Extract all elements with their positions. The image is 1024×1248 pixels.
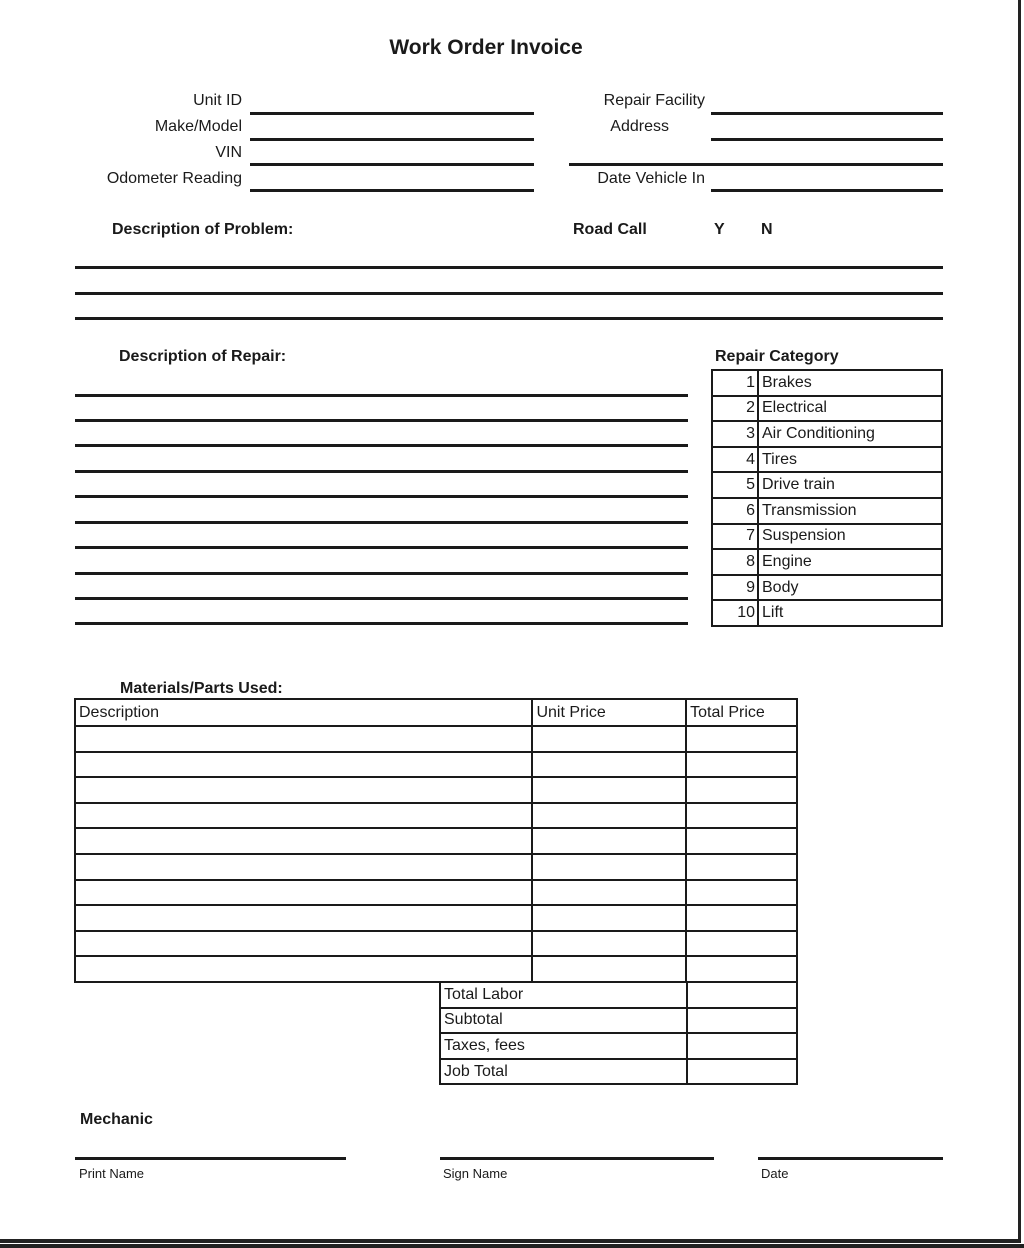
materials-row[interactable] — [75, 828, 797, 854]
materials-row[interactable] — [75, 752, 797, 778]
repair-category-row[interactable] — [712, 524, 942, 550]
vin-field[interactable] — [250, 163, 534, 166]
repair-category-name: Body — [758, 575, 942, 601]
repair-line[interactable] — [75, 622, 688, 625]
repair-category-name: Drive train — [758, 472, 942, 498]
repair-category-number: 7 — [712, 524, 758, 550]
materials-row[interactable] — [75, 854, 797, 880]
problem-label: Description of Problem: — [112, 221, 294, 238]
repair-category-name: Suspension — [758, 524, 942, 550]
repair-facility-label: Repair Facility — [603, 92, 705, 109]
date-caption: Date — [761, 1166, 789, 1181]
bottom-bar — [0, 1244, 1024, 1248]
total-price-cell[interactable] — [686, 752, 797, 778]
repair-category-number: 10 — [712, 600, 758, 626]
totals-row — [440, 982, 797, 1008]
unit-id-field[interactable] — [250, 112, 534, 115]
unit-price-cell[interactable] — [532, 803, 686, 829]
totals-row — [440, 1008, 797, 1034]
page-title: Work Order Invoice — [389, 36, 583, 59]
repair-category-row[interactable] — [712, 370, 942, 396]
materials-header-row — [75, 699, 797, 726]
description-cell[interactable] — [75, 777, 532, 803]
totals-label: Total Labor — [440, 982, 687, 1008]
description-cell[interactable] — [75, 931, 532, 957]
description-cell[interactable] — [75, 726, 532, 752]
totals-value-cell[interactable] — [687, 982, 797, 1008]
repair-category-name: Electrical — [758, 396, 942, 422]
road-call-yes[interactable]: Y — [714, 221, 725, 238]
vin-label: VIN — [215, 144, 242, 161]
repair-category-name: Lift — [758, 600, 942, 626]
repair-line[interactable] — [75, 546, 688, 549]
problem-line-1[interactable] — [75, 266, 943, 269]
print-name-line[interactable] — [75, 1157, 346, 1160]
repair-category-number: 9 — [712, 575, 758, 601]
repair-category-row[interactable] — [712, 472, 942, 498]
materials-label: Materials/Parts Used: — [120, 680, 283, 697]
unit-price-cell[interactable] — [532, 931, 686, 957]
address-field-line-2[interactable] — [569, 163, 943, 166]
repair-category-row[interactable] — [712, 396, 942, 422]
repair-line[interactable] — [75, 521, 688, 524]
totals-label: Job Total — [440, 1059, 687, 1085]
materials-row[interactable] — [75, 726, 797, 752]
unit-price-cell[interactable] — [532, 854, 686, 880]
repair-category-row[interactable] — [712, 549, 942, 575]
print-name-caption: Print Name — [79, 1166, 145, 1181]
repair-category-title: Repair Category — [715, 348, 839, 365]
road-call-no[interactable]: N — [761, 221, 773, 238]
problem-line-2[interactable] — [75, 292, 943, 295]
repair-category-table — [711, 369, 943, 627]
header-unit-price: Unit Price — [532, 699, 686, 726]
address-label: Address — [610, 118, 669, 135]
odometer-field[interactable] — [250, 189, 534, 192]
make-model-field[interactable] — [250, 138, 534, 141]
repair-category-number: 1 — [712, 370, 758, 396]
address-field[interactable] — [711, 138, 943, 141]
totals-label: Subtotal — [440, 1008, 687, 1034]
odometer-label: Odometer Reading — [106, 170, 242, 187]
totals-row — [440, 1033, 797, 1059]
date-in-label: Date Vehicle In — [597, 170, 705, 187]
total-price-cell[interactable] — [686, 880, 797, 906]
description-cell[interactable] — [75, 803, 532, 829]
total-price-cell[interactable] — [686, 905, 797, 931]
total-price-cell[interactable] — [686, 956, 797, 982]
materials-row[interactable] — [75, 956, 797, 982]
repair-line[interactable] — [75, 495, 688, 498]
repair-line[interactable] — [75, 572, 688, 575]
header-total-price: Total Price — [686, 699, 797, 726]
problem-line-3[interactable] — [75, 317, 943, 320]
repair-line[interactable] — [75, 444, 688, 447]
date-in-field[interactable] — [711, 189, 943, 192]
total-price-cell[interactable] — [686, 854, 797, 880]
repair-category-number: 2 — [712, 396, 758, 422]
repair-category-row[interactable] — [712, 575, 942, 601]
total-price-cell[interactable] — [686, 726, 797, 752]
materials-row[interactable] — [75, 880, 797, 906]
date-line[interactable] — [758, 1157, 943, 1160]
repair-facility-field[interactable] — [711, 112, 943, 115]
unit-id-label: Unit ID — [193, 92, 242, 109]
repair-category-name: Air Conditioning — [758, 421, 942, 447]
repair-category-name: Engine — [758, 549, 942, 575]
repair-category-row[interactable] — [712, 600, 942, 626]
totals-table — [439, 981, 798, 1085]
description-cell[interactable] — [75, 905, 532, 931]
repair-line[interactable] — [75, 597, 688, 600]
unit-price-cell[interactable] — [532, 726, 686, 752]
header-description: Description — [75, 699, 532, 726]
repair-category-number: 8 — [712, 549, 758, 575]
sign-name-line[interactable] — [440, 1157, 714, 1160]
repair-category-row[interactable] — [712, 421, 942, 447]
unit-price-cell[interactable] — [532, 880, 686, 906]
sign-name-caption: Sign Name — [443, 1166, 508, 1181]
repair-label: Description of Repair: — [119, 348, 287, 365]
unit-price-cell[interactable] — [532, 752, 686, 778]
totals-value-cell[interactable] — [687, 1008, 797, 1034]
materials-row[interactable] — [75, 803, 797, 829]
make-model-label: Make/Model — [154, 118, 242, 135]
unit-price-cell[interactable] — [532, 905, 686, 931]
totals-value-cell[interactable] — [687, 1059, 797, 1085]
repair-category-row[interactable] — [712, 498, 942, 524]
materials-table — [74, 698, 798, 983]
description-cell[interactable] — [75, 752, 532, 778]
description-cell[interactable] — [75, 880, 532, 906]
unit-price-cell[interactable] — [532, 956, 686, 982]
repair-category-name: Transmission — [758, 498, 942, 524]
total-price-cell[interactable] — [686, 828, 797, 854]
repair-category-number: 5 — [712, 472, 758, 498]
materials-row[interactable] — [75, 777, 797, 803]
description-cell[interactable] — [75, 854, 532, 880]
totals-value-cell[interactable] — [687, 1033, 797, 1059]
unit-price-cell[interactable] — [532, 828, 686, 854]
road-call-label: Road Call — [573, 221, 647, 238]
description-cell[interactable] — [75, 828, 532, 854]
repair-category-number: 3 — [712, 421, 758, 447]
repair-line[interactable] — [75, 419, 688, 422]
mechanic-label: Mechanic — [80, 1111, 153, 1128]
repair-category-name: Brakes — [758, 370, 942, 396]
repair-line[interactable] — [75, 394, 688, 397]
repair-category-number: 6 — [712, 498, 758, 524]
total-price-cell[interactable] — [686, 803, 797, 829]
repair-line[interactable] — [75, 470, 688, 473]
repair-category-number: 4 — [712, 447, 758, 473]
total-price-cell[interactable] — [686, 777, 797, 803]
unit-price-cell[interactable] — [532, 777, 686, 803]
materials-row[interactable] — [75, 931, 797, 957]
repair-category-row[interactable] — [712, 447, 942, 473]
description-cell[interactable] — [75, 956, 532, 982]
totals-row — [440, 1059, 797, 1085]
repair-category-name: Tires — [758, 447, 942, 473]
totals-label: Taxes, fees — [440, 1033, 687, 1059]
total-price-cell[interactable] — [686, 931, 797, 957]
materials-row[interactable] — [75, 905, 797, 931]
